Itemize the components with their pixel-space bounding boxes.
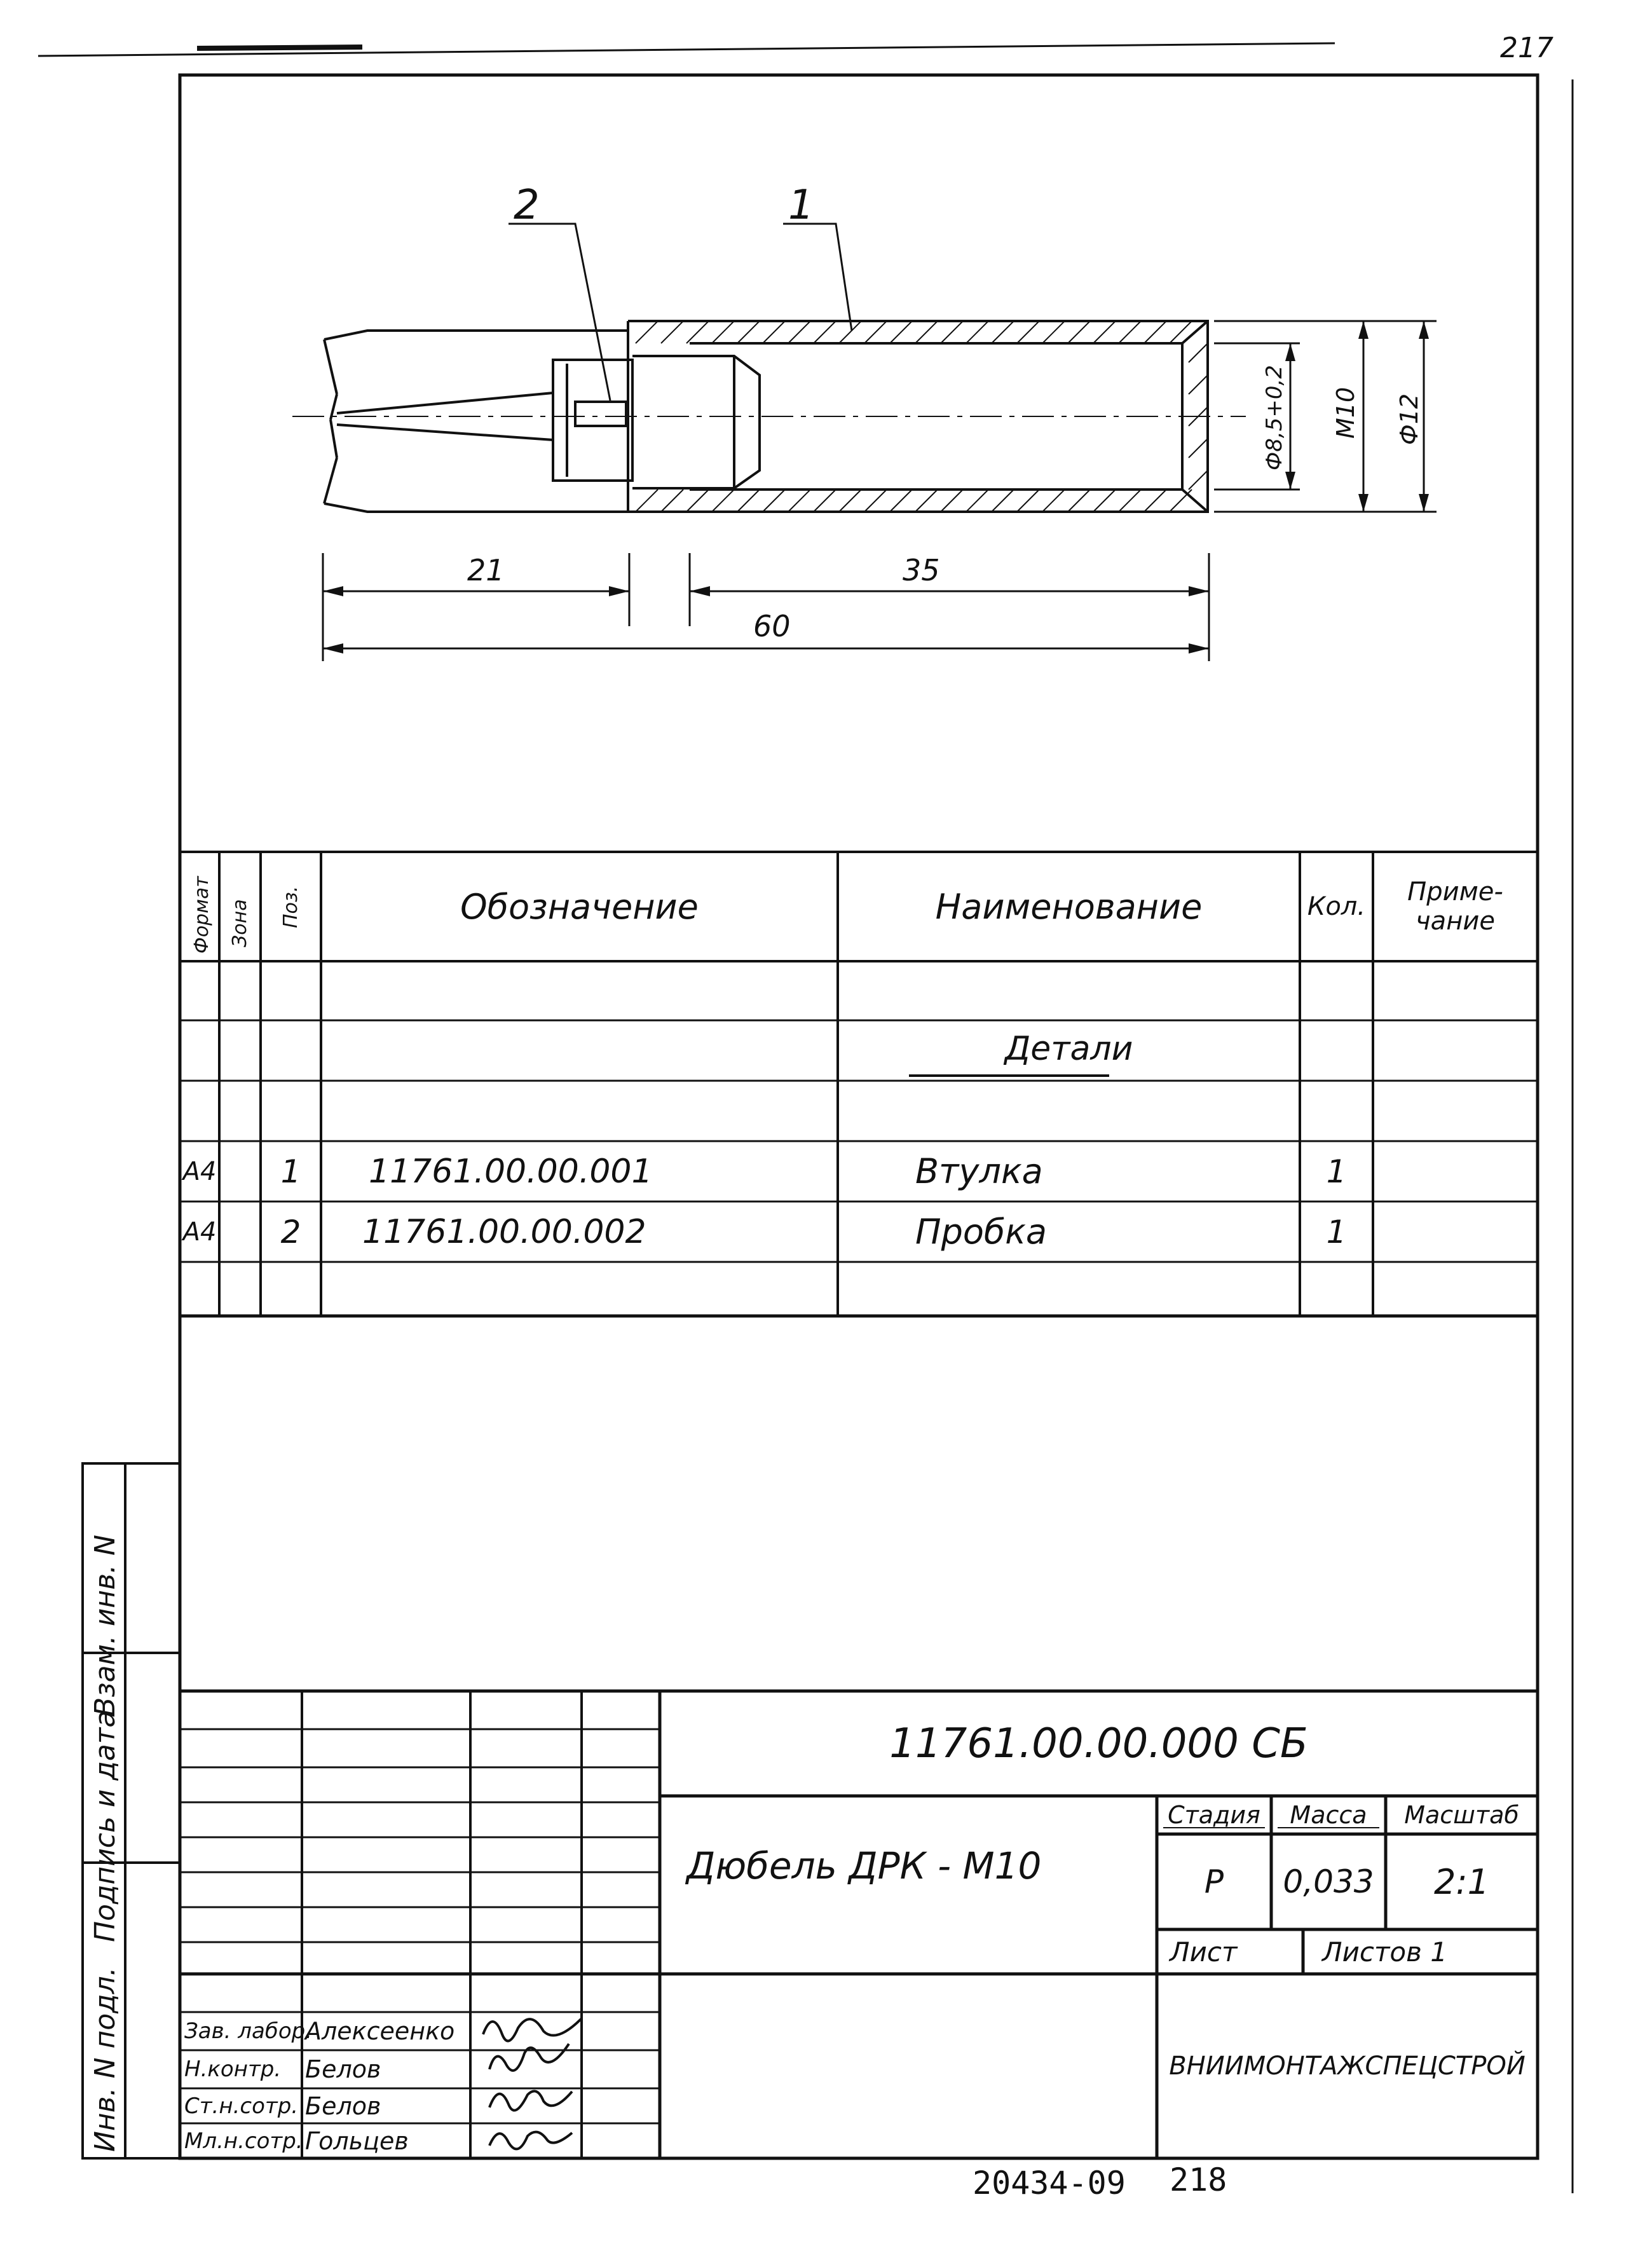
section-title-parts: Детали	[1004, 1030, 1133, 1068]
header-designation: Обозначение	[460, 886, 699, 927]
header-name: Наименование	[935, 886, 1203, 927]
dim-length-21: 21	[467, 553, 505, 587]
header-zone: Зона	[229, 899, 251, 947]
table-row-1-name: Втулка	[915, 1151, 1043, 1191]
dim-length-35: 35	[903, 553, 940, 587]
role-standards-control: Н.контр.	[184, 2057, 282, 2082]
column-scale: Масштаб	[1404, 1801, 1519, 1829]
page-number: 218	[1170, 2161, 1227, 2198]
stage-value: Р	[1204, 1863, 1224, 1900]
table-row-1-format: А4	[182, 1156, 217, 1186]
side-stamp-inventory-original: Инв. N подл.	[89, 1967, 121, 2152]
scale-value: 2:1	[1434, 1861, 1489, 1902]
name-lab-head: Алексеенко	[305, 2017, 455, 2045]
organization-name: ВНИИМОНТАЖСПЕЦСТРОЙ	[1169, 2051, 1526, 2081]
sheets-label: Листов 1	[1322, 1936, 1447, 1968]
table-row-2-name: Пробка	[915, 1212, 1047, 1252]
name-senior-researcher: Белов	[305, 2092, 381, 2120]
table-row-1-quantity: 1	[1326, 1153, 1347, 1190]
side-stamp-replacement-inventory: Взам. инв. N	[89, 1535, 121, 1716]
column-mass: Масса	[1290, 1801, 1367, 1829]
table-row-2-format: А4	[182, 1217, 217, 1247]
name-standards-control: Белов	[305, 2055, 381, 2083]
sheet-label: Лист	[1170, 1936, 1238, 1968]
header-position: Поз.	[280, 886, 302, 928]
table-row-1-position: 1	[280, 1153, 301, 1190]
header-note: Приме- чание	[1407, 877, 1503, 936]
dim-hole-diameter: Ф8,5+0,2	[1262, 365, 1287, 470]
side-stamp-signature-date: Подпись и дата	[89, 1710, 121, 1942]
name-junior-researcher: Гольцев	[305, 2126, 409, 2155]
table-row-2-designation: 11761.00.00.002	[362, 1212, 646, 1251]
header-quantity: Кол.	[1307, 892, 1366, 921]
callout-1: 1	[788, 182, 814, 229]
table-row-2-quantity: 1	[1326, 1213, 1347, 1250]
role-lab-head: Зав. лабор.	[184, 2018, 313, 2044]
callout-2: 2	[514, 182, 540, 229]
product-name: Дюбель ДРК - М10	[686, 1844, 1042, 1887]
dim-thread: М10	[1332, 387, 1360, 439]
corner-page-mark: 217	[1500, 32, 1553, 64]
bottom-document-number: 20434-09	[973, 2165, 1126, 2202]
column-stage: Стадия	[1168, 1801, 1260, 1829]
role-junior-researcher: Мл.н.сотр.	[184, 2128, 303, 2154]
document-code: 11761.00.00.000 СБ	[889, 1720, 1308, 1767]
table-row-2-position: 2	[280, 1213, 301, 1250]
mass-value: 0,033	[1283, 1863, 1374, 1900]
dim-length-60: 60	[753, 609, 791, 643]
dim-outer-diameter: Ф12	[1395, 393, 1423, 445]
role-senior-researcher: Ст.н.сотр.	[184, 2093, 299, 2119]
header-format: Формат	[191, 876, 213, 954]
table-row-1-designation: 11761.00.00.001	[369, 1152, 653, 1191]
